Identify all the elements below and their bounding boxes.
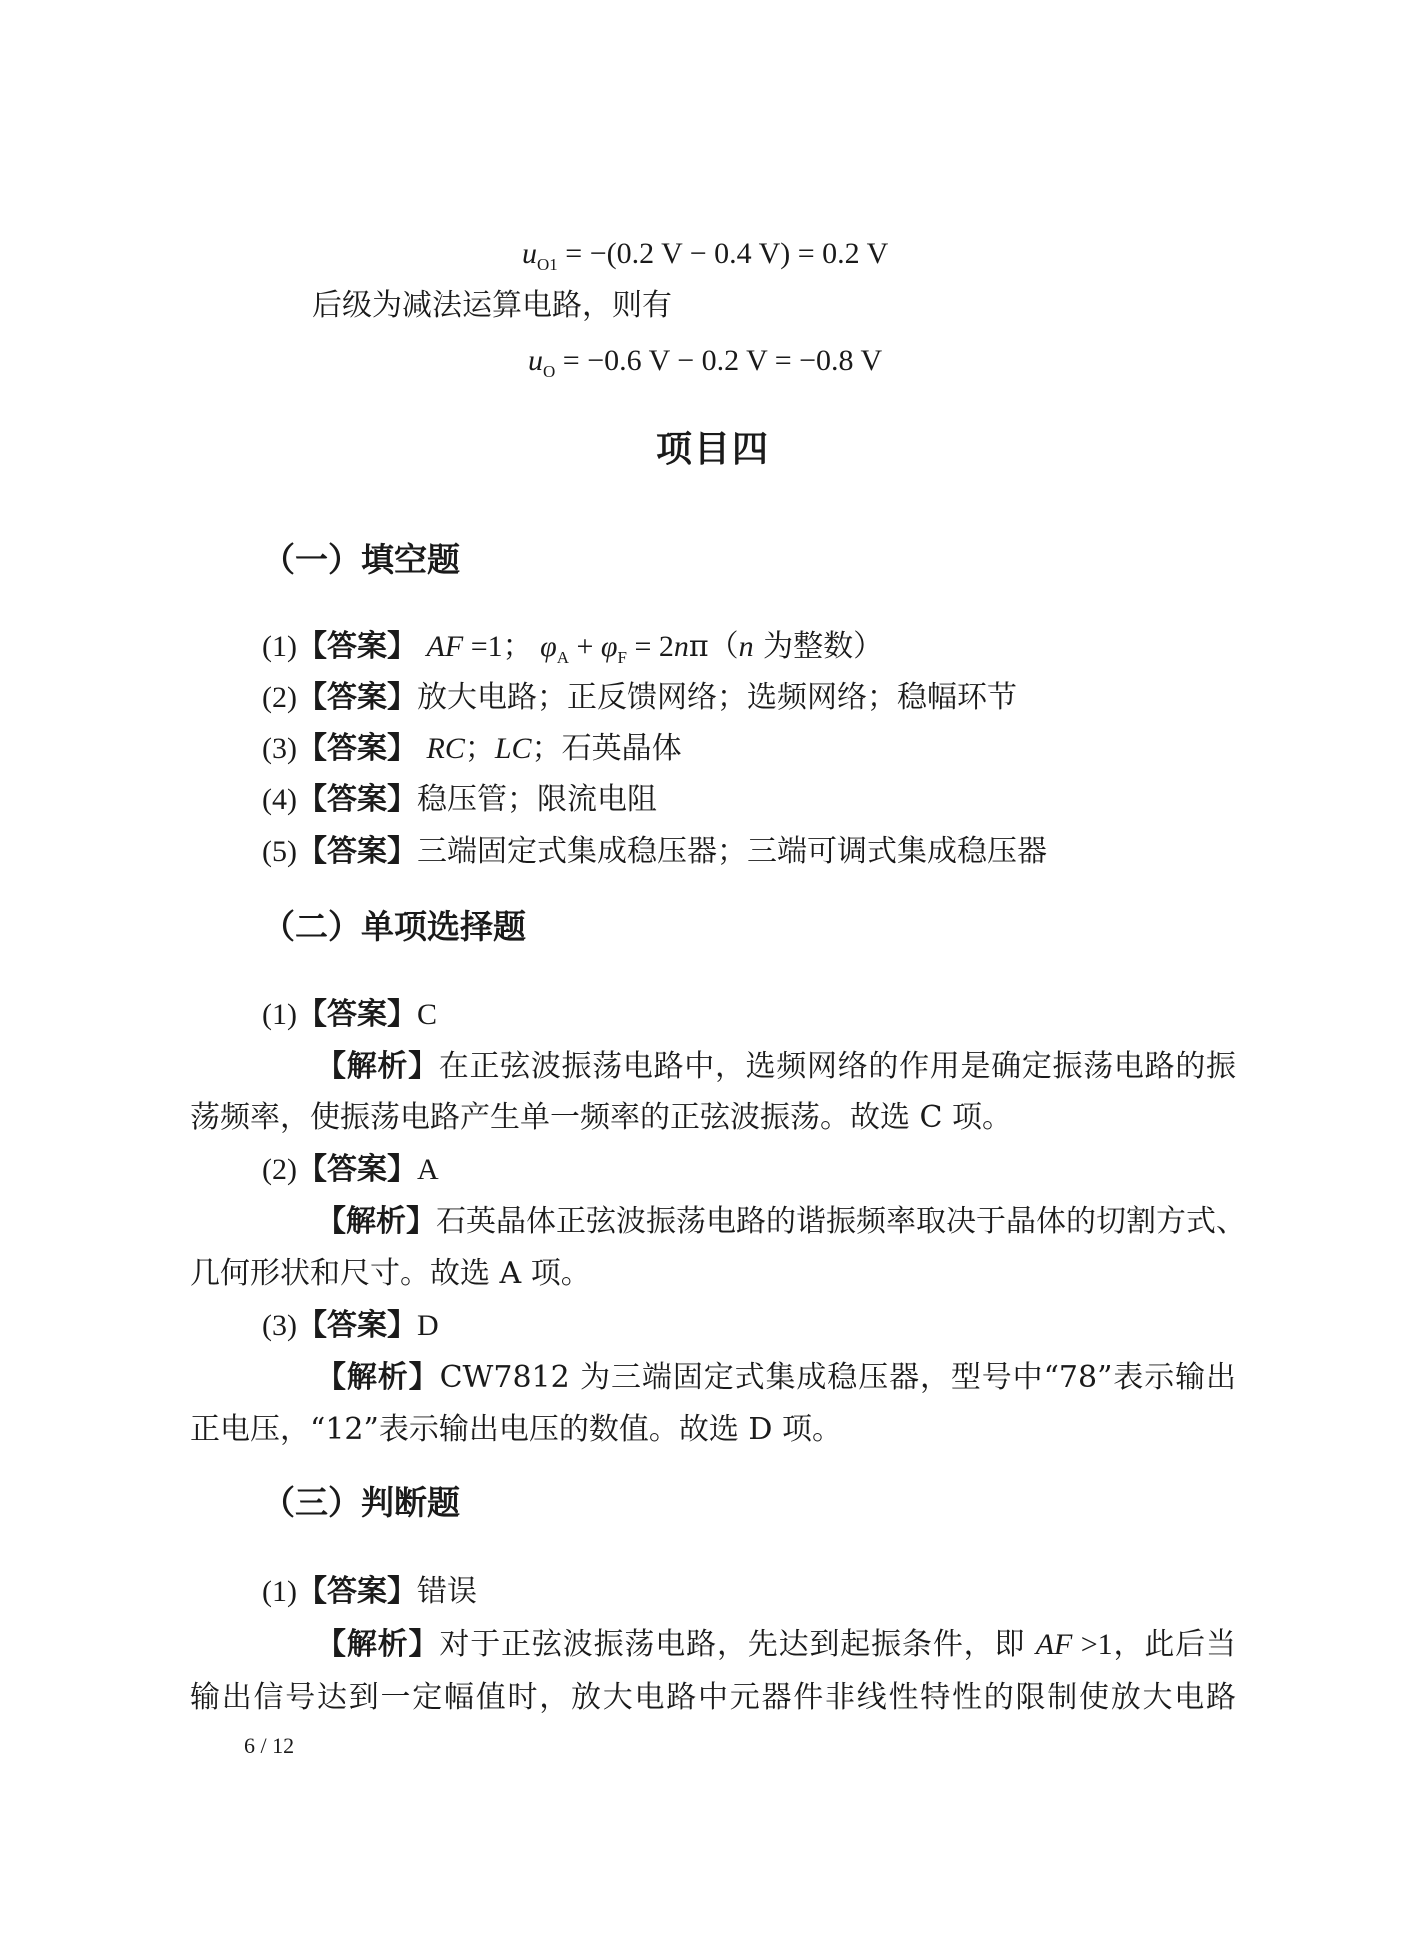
answer-tag: 【答案】 [296,731,417,766]
answer-rc: RC [426,732,465,765]
answer-tag: 【答案】 [296,997,417,1032]
analysis-line: 输出信号达到一定幅值时，放大电路中元器件非线性特性的限制使放大电路 [190,1680,1236,1715]
math-text: = 2 [627,630,674,663]
answer-text: 稳压管；限流电阻 [416,782,657,817]
analysis-tag: 【解析】 [316,1360,440,1395]
item-number: (5) [262,835,297,868]
analysis-line: 正电压，“12”表示输出电压的数值。故选 D 项。 [190,1412,842,1447]
math-n: n [738,630,754,663]
section-title-fill-in: （一）填空题 [262,540,460,579]
analysis-text: CW7812 为三端固定式集成稳压器，型号中“78”表示输出 [439,1360,1236,1395]
analysis-text: 在正弦波振荡电路中，选频网络的作用是确定振荡电路的振 [438,1049,1237,1084]
answer-text: C [416,998,437,1031]
section-title-true-false: （三）判断题 [262,1483,460,1522]
formula-rhs: = −0.6 V − 0.2 V = −0.8 V [562,344,883,377]
math-af: AF [1035,1628,1073,1661]
analysis-line [316,1202,1246,1242]
answer-tag: 【答案】 [296,1152,417,1187]
answer-tag: 【答案】 [296,782,417,817]
formula-subscript: O1 [537,255,558,274]
analysis-line: 荡频率，使振荡电路产生单一频率的正弦波振荡。故选 C 项。 [190,1100,1013,1135]
answer-text: 三端固定式集成稳压器；三端可调式集成稳压器 [416,834,1047,869]
list-item [262,832,1047,872]
answer-tag: 【答案】 [296,1308,417,1343]
formula-subscript: O [543,362,556,381]
formula-uo1 [522,234,888,274]
answer-tag: 【答案】 [296,1574,417,1609]
list-item [262,1306,439,1346]
section-title-single-choice: （二）单项选择题 [262,907,526,946]
answer-tag: 【答案】 [296,629,417,664]
math-af: AF [426,630,464,663]
answer-text: 放大电路；正反馈网络；选频网络；稳幅环节 [416,680,1017,715]
page-number: 6 / 12 [244,1733,295,1758]
analysis-line [316,1047,1236,1087]
math-text: π（ [688,629,739,664]
list-item [262,678,1017,718]
analysis-line [316,1625,1236,1665]
math-phi: φ [540,630,557,663]
analysis-line: 几何形状和尺寸。故选 A 项。 [190,1256,591,1291]
math-phi: φ [600,630,618,663]
answer-text: A [416,1153,439,1186]
item-number: (4) [262,783,297,816]
math-subscript: A [556,648,569,667]
list-item [262,1572,477,1612]
answer-tag: 【答案】 [296,834,417,869]
analysis-text: 对于正弦波振荡电路，先达到起振条件，即 [439,1627,1036,1662]
math-subscript: F [617,648,627,667]
item-number: (1) [262,998,297,1031]
answer-tag: 【答案】 [296,680,417,715]
item-number: (3) [262,1309,297,1342]
answer-text: ；石英晶体 [531,731,682,766]
list-item [262,995,437,1035]
answer-lc: LC [494,732,532,765]
math-n: n [673,630,689,663]
answer-sep: ； [464,731,495,766]
item-number: (1) [262,1575,297,1608]
analysis-tag: 【解析】 [316,1049,439,1084]
item-number: (3) [262,732,297,765]
formula-rhs: = −(0.2 V − 0.4 V) = 0.2 V [565,237,889,270]
intro-line: 后级为减法运算电路，则有 [312,288,672,323]
item-number: (2) [262,1153,297,1186]
analysis-tag: 【解析】 [316,1204,436,1239]
formula-var: u [528,344,543,377]
list-item [262,627,883,667]
item-number: (2) [262,681,297,714]
analysis-text: 石英晶体正弦波振荡电路的谐振频率取决于晶体的切割方式、 [436,1204,1246,1239]
list-item [262,780,657,820]
analysis-text: >1，此后当 [1072,1628,1237,1661]
math-text: + [569,630,601,663]
answer-text: D [416,1309,439,1342]
formula-var: u [522,237,537,270]
analysis-line [316,1358,1236,1398]
math-text: 为整数） [753,629,884,664]
list-item [262,1150,439,1190]
list-item [262,729,682,769]
answer-text: 错误 [416,1574,477,1609]
formula-uo [528,341,882,381]
item-number: (1) [262,630,297,663]
project-title: 项目四 [656,429,771,470]
math-text: =1； [463,630,541,663]
analysis-tag: 【解析】 [316,1627,440,1662]
